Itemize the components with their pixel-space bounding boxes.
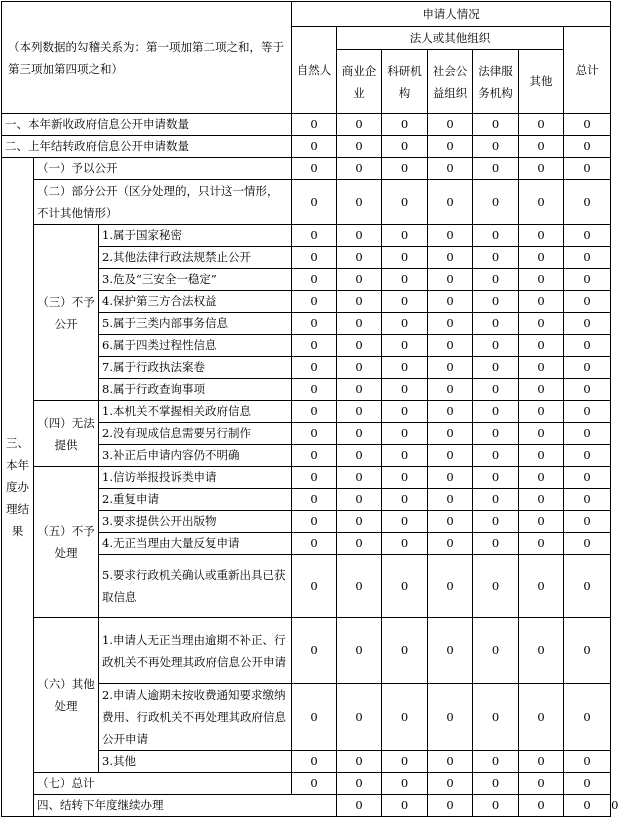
table-cell: 0 bbox=[519, 158, 564, 180]
row-label: 8.属于行政查询事项 bbox=[99, 379, 292, 401]
table-cell: 0 bbox=[519, 247, 564, 269]
table-cell: 0 bbox=[382, 335, 428, 357]
table-cell: 0 bbox=[292, 357, 337, 379]
table-cell: 0 bbox=[337, 511, 382, 533]
table-cell: 0 bbox=[564, 225, 611, 247]
group-label: （三）不予公开 bbox=[34, 225, 99, 401]
table-row bbox=[2, 618, 611, 684]
table-cell: 0 bbox=[564, 445, 611, 467]
col-total: 总计 bbox=[564, 27, 611, 114]
table-cell: 0 bbox=[292, 158, 337, 180]
table-cell: 0 bbox=[382, 225, 428, 247]
table-cell: 0 bbox=[382, 313, 428, 335]
col-natural-person: 自然人 bbox=[292, 27, 337, 114]
table-cell: 0 bbox=[473, 684, 519, 751]
table-cell: 0 bbox=[519, 555, 564, 618]
table-cell: 0 bbox=[428, 533, 473, 555]
row-label: 3.危及“三安全一稳定” bbox=[99, 269, 292, 291]
table-row bbox=[2, 136, 611, 158]
table-cell: 0 bbox=[428, 269, 473, 291]
table-cell: 0 bbox=[292, 401, 337, 423]
table-cell: 0 bbox=[292, 511, 337, 533]
table-cell: 0 bbox=[382, 684, 428, 751]
table-cell: 0 bbox=[564, 751, 611, 773]
table-cell: 0 bbox=[337, 423, 382, 445]
table-cell: 0 bbox=[473, 136, 519, 158]
table-cell: 0 bbox=[292, 379, 337, 401]
table-cell: 0 bbox=[519, 467, 564, 489]
row-label: 2.重复申请 bbox=[99, 489, 292, 511]
table-cell: 0 bbox=[473, 379, 519, 401]
table-cell: 0 bbox=[382, 247, 428, 269]
table-cell: 0 bbox=[519, 357, 564, 379]
table-row bbox=[2, 401, 611, 423]
table-cell: 0 bbox=[382, 379, 428, 401]
row-label: 3.其他 bbox=[99, 751, 292, 773]
relation-note: （本列数据的勾稽关系为：第一项加第二项之和，等于第三项加第四项之和） bbox=[2, 2, 292, 114]
table-cell: 0 bbox=[428, 379, 473, 401]
disclosure-statistics-table bbox=[1, 1, 618, 817]
row-label: 四、结转下年度继续办理 bbox=[34, 795, 337, 817]
table-cell: 0 bbox=[382, 114, 428, 136]
col-social: 社会公益组织 bbox=[428, 50, 473, 114]
table-cell: 0 bbox=[337, 445, 382, 467]
row-label: （七）总计 bbox=[34, 773, 292, 795]
table-cell: 0 bbox=[473, 291, 519, 313]
row-label: （一）予以公开 bbox=[34, 158, 292, 180]
table-cell: 0 bbox=[428, 291, 473, 313]
table-cell: 0 bbox=[337, 136, 382, 158]
table-cell: 0 bbox=[428, 423, 473, 445]
table-cell: 0 bbox=[382, 158, 428, 180]
group-label: （六）其他处理 bbox=[34, 618, 99, 773]
table-row bbox=[2, 180, 611, 225]
table-row: 四、结转下年度继续办理 0 0 0 0 0 0 0 bbox=[2, 795, 611, 817]
table-cell: 0 bbox=[428, 225, 473, 247]
table-cell: 0 bbox=[292, 467, 337, 489]
table-cell: 0 bbox=[519, 489, 564, 511]
table-cell: 0 bbox=[292, 247, 337, 269]
table-cell: 0 bbox=[337, 335, 382, 357]
table-cell: 0 bbox=[337, 225, 382, 247]
table-cell: 0 bbox=[564, 247, 611, 269]
table-cell: 0 bbox=[292, 335, 337, 357]
table-cell: 0 bbox=[473, 247, 519, 269]
table-cell: 0 bbox=[564, 423, 611, 445]
table-cell: 0 bbox=[473, 114, 519, 136]
table-cell: 0 bbox=[564, 114, 611, 136]
table-cell: 0 bbox=[428, 158, 473, 180]
table-cell: 0 bbox=[428, 114, 473, 136]
table-cell: 0 bbox=[382, 773, 428, 795]
table-cell: 0 bbox=[337, 291, 382, 313]
table-cell: 0 bbox=[292, 180, 337, 225]
table-cell: 0 bbox=[564, 379, 611, 401]
table-cell: 0 bbox=[337, 180, 382, 225]
table-cell: 0 bbox=[564, 136, 611, 158]
table-cell: 0 bbox=[337, 357, 382, 379]
table-cell: 0 bbox=[382, 795, 428, 817]
table-cell: 0 bbox=[473, 445, 519, 467]
row-label: 一、本年新收政府信息公开申请数量 bbox=[2, 114, 292, 136]
table-cell: 0 bbox=[519, 533, 564, 555]
row-label: 1.信访举报投诉类申请 bbox=[99, 467, 292, 489]
table-cell: 0 bbox=[473, 225, 519, 247]
table-cell: 0 bbox=[473, 180, 519, 225]
table-cell: 0 bbox=[473, 158, 519, 180]
col-other: 其他 bbox=[519, 50, 564, 114]
table-cell: 0 bbox=[519, 225, 564, 247]
row-label: 5.要求行政机关确认或重新出具已获取信息 bbox=[99, 555, 292, 618]
row-label: 7.属于行政执法案卷 bbox=[99, 357, 292, 379]
table-cell: 0 bbox=[382, 423, 428, 445]
table-cell: 0 bbox=[519, 773, 564, 795]
table-cell: 0 bbox=[473, 401, 519, 423]
table-cell: 0 bbox=[564, 401, 611, 423]
table-cell: 0 bbox=[564, 511, 611, 533]
table-cell: 0 bbox=[428, 247, 473, 269]
table-cell: 0 bbox=[428, 357, 473, 379]
table-cell: 0 bbox=[564, 335, 611, 357]
table-cell: 0 bbox=[519, 335, 564, 357]
table-cell: 0 bbox=[337, 269, 382, 291]
table-cell: 0 bbox=[473, 773, 519, 795]
table-cell: 0 bbox=[337, 114, 382, 136]
table-cell: 0 bbox=[382, 533, 428, 555]
table-cell: 0 bbox=[473, 751, 519, 773]
table-cell: 0 bbox=[292, 489, 337, 511]
table-cell: 0 bbox=[428, 180, 473, 225]
table-cell: 0 bbox=[428, 136, 473, 158]
col-commercial: 商业企业 bbox=[337, 50, 382, 114]
table-cell: 0 bbox=[428, 445, 473, 467]
row-label: 6.属于四类过程性信息 bbox=[99, 335, 292, 357]
table-cell: 0 bbox=[382, 269, 428, 291]
table-cell: 0 bbox=[382, 511, 428, 533]
row-label: 2.没有现成信息需要另行制作 bbox=[99, 423, 292, 445]
table-cell: 0 bbox=[519, 684, 564, 751]
table-cell: 0 bbox=[564, 180, 611, 225]
table-cell: 0 bbox=[337, 489, 382, 511]
table-cell: 0 bbox=[564, 795, 611, 817]
table-cell: 0 bbox=[564, 313, 611, 335]
table-cell: 0 bbox=[473, 618, 519, 684]
row-label: 2.申请人逾期未按收费通知要求缴纳费用、行政机关不再处理其政府信息公开申请 bbox=[99, 684, 292, 751]
row-label: （二）部分公开（区分处理的，只计这一情形，不计其他情形） bbox=[34, 180, 292, 225]
table-cell: 0 bbox=[428, 489, 473, 511]
table-cell: 0 bbox=[473, 423, 519, 445]
table-cell: 0 bbox=[337, 467, 382, 489]
table-cell: 0 bbox=[292, 533, 337, 555]
table-cell: 0 bbox=[382, 555, 428, 618]
table-cell: 0 bbox=[382, 751, 428, 773]
table-cell: 0 bbox=[428, 618, 473, 684]
legal-org-header: 法人或其他组织 bbox=[337, 27, 564, 50]
table-cell: 0 bbox=[382, 445, 428, 467]
table-cell: 0 bbox=[292, 684, 337, 751]
row-label: 4.无正当理由大量反复申请 bbox=[99, 533, 292, 555]
table-cell: 0 bbox=[337, 158, 382, 180]
table-cell: 0 bbox=[382, 401, 428, 423]
table-row bbox=[2, 158, 611, 180]
table-cell: 0 bbox=[519, 313, 564, 335]
table-cell: 0 bbox=[564, 684, 611, 751]
table-cell: 0 bbox=[382, 357, 428, 379]
table-cell: 0 bbox=[337, 773, 382, 795]
row-label: 1.属于国家秘密 bbox=[99, 225, 292, 247]
col-research: 科研机构 bbox=[382, 50, 428, 114]
table-cell: 0 bbox=[564, 291, 611, 313]
table-cell: 0 bbox=[519, 269, 564, 291]
table-cell: 0 bbox=[337, 401, 382, 423]
table-cell: 0 bbox=[292, 313, 337, 335]
table-cell: 0 bbox=[337, 618, 382, 684]
table-cell: 0 bbox=[292, 225, 337, 247]
table-cell: 0 bbox=[564, 357, 611, 379]
table-cell: 0 bbox=[292, 773, 337, 795]
table-cell: 0 bbox=[292, 269, 337, 291]
table-cell: 0 bbox=[519, 114, 564, 136]
row-label: 1.申请人无正当理由逾期不补正、行政机关不再处理其政府信息公开申请 bbox=[99, 618, 292, 684]
table-cell: 0 bbox=[382, 467, 428, 489]
table-cell: 0 bbox=[428, 401, 473, 423]
table-cell: 0 bbox=[473, 467, 519, 489]
row-label: 3.要求提供公开出版物 bbox=[99, 511, 292, 533]
table-row bbox=[2, 467, 611, 489]
table-row bbox=[2, 773, 611, 795]
table-cell: 0 bbox=[564, 467, 611, 489]
table-cell: 0 bbox=[382, 136, 428, 158]
table-cell: 0 bbox=[564, 555, 611, 618]
table-cell: 0 bbox=[382, 180, 428, 225]
table-cell: 0 bbox=[473, 269, 519, 291]
table-cell: 0 bbox=[428, 467, 473, 489]
table-cell: 0 bbox=[382, 618, 428, 684]
table-cell: 0 bbox=[519, 136, 564, 158]
group-label: （四）无法提供 bbox=[34, 401, 99, 467]
row-label: 二、上年结转政府信息公开申请数量 bbox=[2, 136, 292, 158]
table-cell: 0 bbox=[564, 489, 611, 511]
table-cell: 0 bbox=[337, 795, 382, 817]
table-cell: 0 bbox=[337, 313, 382, 335]
table-cell: 0 bbox=[473, 335, 519, 357]
table-cell: 0 bbox=[428, 773, 473, 795]
table-cell: 0 bbox=[519, 751, 564, 773]
row-label: 4.保护第三方合法权益 bbox=[99, 291, 292, 313]
table-cell: 0 bbox=[292, 445, 337, 467]
table-cell: 0 bbox=[428, 555, 473, 618]
table-cell: 0 bbox=[564, 533, 611, 555]
table-cell: 0 bbox=[519, 401, 564, 423]
table-cell: 0 bbox=[292, 751, 337, 773]
table-cell: 0 bbox=[382, 489, 428, 511]
table-cell: 0 bbox=[519, 795, 564, 817]
table-row bbox=[2, 114, 611, 136]
row-label: 2.其他法律行政法规禁止公开 bbox=[99, 247, 292, 269]
table-cell: 0 bbox=[519, 511, 564, 533]
table-cell: 0 bbox=[337, 684, 382, 751]
table-cell: 0 bbox=[292, 114, 337, 136]
table-cell: 0 bbox=[337, 247, 382, 269]
table-cell: 0 bbox=[564, 618, 611, 684]
row-label: 3.补正后申请内容仍不明确 bbox=[99, 445, 292, 467]
table-row bbox=[2, 225, 611, 247]
table-cell: 0 bbox=[428, 313, 473, 335]
table-cell: 0 bbox=[428, 751, 473, 773]
table-cell: 0 bbox=[292, 423, 337, 445]
group-label: （五）不予处理 bbox=[34, 467, 99, 618]
table-cell: 0 bbox=[519, 618, 564, 684]
table-cell: 0 bbox=[292, 618, 337, 684]
table-cell: 0 bbox=[473, 313, 519, 335]
table-cell: 0 bbox=[519, 291, 564, 313]
applicant-situation-header: 申请人情况 bbox=[292, 2, 611, 27]
row-label: 5.属于三类内部事务信息 bbox=[99, 313, 292, 335]
table-cell: 0 bbox=[292, 555, 337, 618]
table-cell: 0 bbox=[428, 511, 473, 533]
col-legal: 法律服务机构 bbox=[473, 50, 519, 114]
table-cell: 0 bbox=[519, 423, 564, 445]
table-cell: 0 bbox=[519, 379, 564, 401]
table-cell: 0 bbox=[519, 445, 564, 467]
table-cell: 0 bbox=[564, 773, 611, 795]
table-cell: 0 bbox=[519, 180, 564, 225]
table-cell: 0 bbox=[337, 379, 382, 401]
table-cell: 0 bbox=[473, 357, 519, 379]
table-cell: 0 bbox=[292, 291, 337, 313]
table-cell: 0 bbox=[473, 795, 519, 817]
table-cell: 0 bbox=[564, 158, 611, 180]
table-cell: 0 bbox=[564, 269, 611, 291]
table-cell: 0 bbox=[428, 335, 473, 357]
table-cell: 0 bbox=[337, 751, 382, 773]
table-cell: 0 bbox=[473, 533, 519, 555]
section-3-label: 三、本年度办理结果 bbox=[2, 158, 34, 817]
table-cell: 0 bbox=[337, 555, 382, 618]
table-cell: 0 bbox=[428, 684, 473, 751]
table-cell: 0 bbox=[473, 555, 519, 618]
row-label: 1.本机关不掌握相关政府信息 bbox=[99, 401, 292, 423]
table-cell: 0 bbox=[473, 511, 519, 533]
table-cell: 0 bbox=[428, 795, 473, 817]
table-cell: 0 bbox=[337, 533, 382, 555]
table-cell: 0 bbox=[382, 291, 428, 313]
table-cell: 0 bbox=[473, 489, 519, 511]
table-cell: 0 bbox=[292, 136, 337, 158]
